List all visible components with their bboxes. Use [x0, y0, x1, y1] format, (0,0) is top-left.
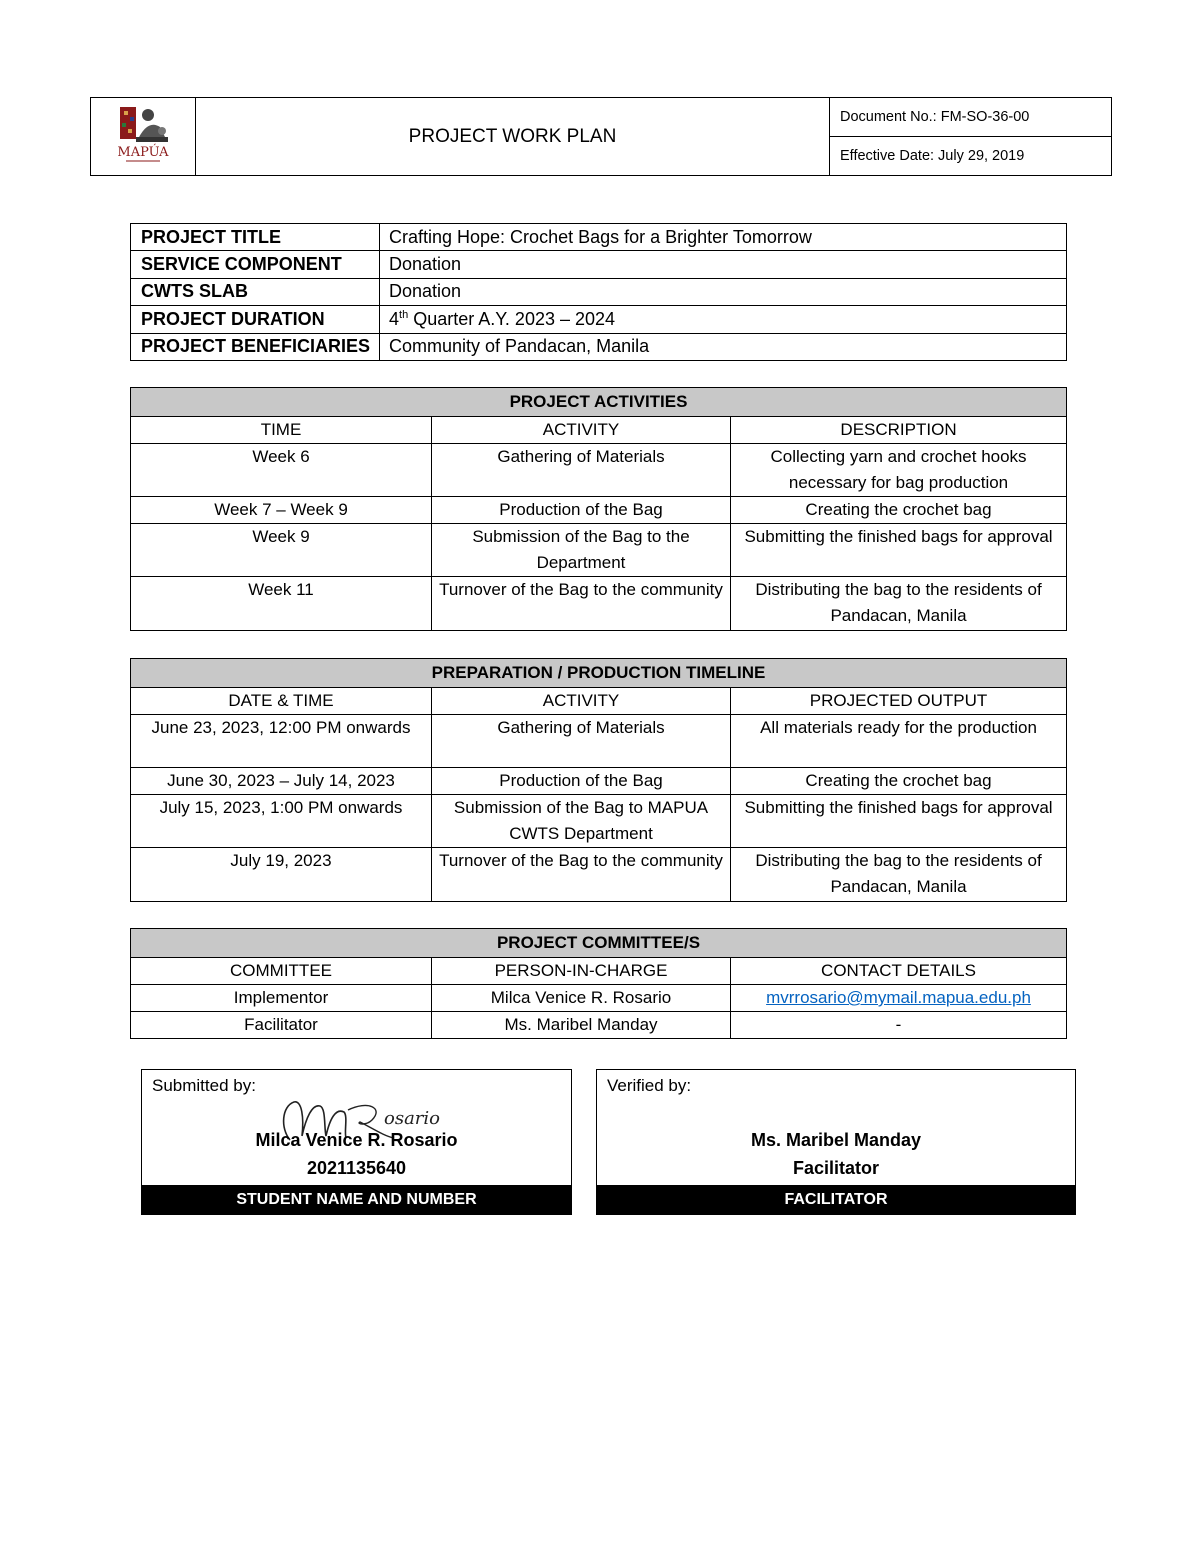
duration-suffix: th	[399, 308, 409, 321]
info-value	[380, 306, 1067, 333]
table-cell: Submitting the finished bags for approval	[731, 795, 1067, 848]
committee-table	[130, 928, 1067, 1039]
table-header-row	[131, 958, 1067, 985]
table-cell: Turnover of the Bag to the community	[432, 848, 731, 902]
timeline-table	[130, 658, 1067, 902]
table-cell: Creating the crochet bag	[731, 497, 1067, 524]
timeline-title: PREPARATION / PRODUCTION TIMELINE	[131, 659, 1067, 688]
table-cell: Implementor	[131, 985, 432, 1012]
table-row	[131, 524, 1067, 577]
table-row	[131, 985, 1067, 1012]
table-cell: Turnover of the Bag to the community	[432, 577, 731, 631]
info-key: CWTS SLAB	[131, 278, 380, 305]
table-cell: July 15, 2023, 1:00 PM onwards	[131, 795, 432, 848]
column-header: DESCRIPTION	[731, 417, 1067, 444]
table-cell: Submitting the finished bags for approval	[731, 524, 1067, 577]
column-header: TIME	[131, 417, 432, 444]
table-row	[131, 444, 1067, 497]
submitted-by-box	[141, 1069, 572, 1215]
info-row	[131, 306, 1067, 333]
logo-cell	[91, 98, 196, 176]
table-row	[131, 768, 1067, 795]
table-cell: Week 6	[131, 444, 432, 497]
table-cell: July 19, 2023	[131, 848, 432, 902]
mapua-logo	[108, 101, 178, 167]
column-header: DATE & TIME	[131, 688, 432, 715]
table-cell: Creating the crochet bag	[731, 768, 1067, 795]
table-cell: Gathering of Materials	[432, 715, 731, 768]
table-cell: Facilitator	[131, 1012, 432, 1039]
page-title: PROJECT WORK PLAN	[196, 98, 830, 176]
duration-number: 4	[389, 308, 400, 329]
verified-by-label: Verified by:	[607, 1076, 692, 1095]
facilitator-bar: FACILITATOR	[597, 1185, 1075, 1214]
table-cell: Milca Venice R. Rosario	[432, 985, 731, 1012]
table-cell: -	[731, 1012, 1067, 1039]
table-cell: Production of the Bag	[432, 497, 731, 524]
info-row	[131, 251, 1067, 278]
column-header: ACTIVITY	[432, 688, 731, 715]
info-value: Community of Pandacan, Manila	[380, 333, 1067, 360]
table-row	[131, 577, 1067, 631]
table-cell: Collecting yarn and crochet hooks necessary for bag production	[731, 444, 1067, 497]
table-cell: Ms. Maribel Manday	[432, 1012, 731, 1039]
info-key: SERVICE COMPONENT	[131, 251, 380, 278]
table-row	[131, 848, 1067, 902]
table-cell: Submission of the Bag to the Department	[432, 524, 731, 577]
student-number: 2021135640	[306, 1158, 407, 1178]
info-row	[131, 224, 1067, 251]
duration-rest: Quarter A.Y. 2023 – 2024	[408, 308, 616, 329]
committee-title: PROJECT COMMITTEE/S	[131, 929, 1067, 958]
info-row	[131, 333, 1067, 360]
table-cell: All materials ready for the production	[731, 715, 1067, 768]
column-header: PROJECTED OUTPUT	[731, 688, 1067, 715]
table-cell: Week 11	[131, 577, 432, 631]
table-row	[131, 715, 1067, 768]
svg-text:osario: osario	[384, 1108, 441, 1129]
logo-text: MAPÚA	[117, 145, 169, 160]
table-cell: Distributing the bag to the residents of Pandacan, Manila	[731, 848, 1067, 902]
student-bar: STUDENT NAME AND NUMBER	[142, 1185, 571, 1214]
verifier-name: Ms. Maribel Manday	[750, 1130, 922, 1150]
info-value: Crafting Hope: Crochet Bags for a Brighter Tomorrow	[380, 224, 1067, 251]
submitted-by-label: Submitted by:	[152, 1076, 256, 1095]
verifier-role: Facilitator	[792, 1158, 880, 1178]
table-header-row	[131, 417, 1067, 444]
info-key: PROJECT BENEFICIARIES	[131, 333, 380, 360]
effective-date: Effective Date: July 29, 2019	[830, 137, 1112, 176]
info-row	[131, 278, 1067, 305]
info-key: PROJECT TITLE	[131, 224, 380, 251]
activities-title: PROJECT ACTIVITIES	[131, 388, 1067, 417]
verified-by-box	[596, 1069, 1076, 1215]
info-value: Donation	[380, 251, 1067, 278]
info-value: Donation	[380, 278, 1067, 305]
submitter-name: Milca Venice R. Rosario	[255, 1130, 458, 1150]
table-header-row	[131, 688, 1067, 715]
column-header: COMMITTEE	[131, 958, 432, 985]
table-cell: June 23, 2023, 12:00 PM onwards	[131, 715, 432, 768]
email-link[interactable]: mvrrosario@mymail.mapua.edu.ph	[731, 985, 1067, 1012]
column-header: ACTIVITY	[432, 417, 731, 444]
table-row	[131, 497, 1067, 524]
table-cell: Distributing the bag to the residents of Pandacan, Manila	[731, 577, 1067, 631]
table-cell: Submission of the Bag to MAPUA CWTS Department	[432, 795, 731, 848]
column-header: CONTACT DETAILS	[731, 958, 1067, 985]
info-key: PROJECT DURATION	[131, 306, 380, 333]
table-cell: Production of the Bag	[432, 768, 731, 795]
table-row	[131, 795, 1067, 848]
activities-table	[130, 387, 1067, 631]
table-cell: Week 9	[131, 524, 432, 577]
table-cell: Week 7 – Week 9	[131, 497, 432, 524]
project-info-table	[130, 223, 1067, 361]
table-row	[131, 1012, 1067, 1039]
document-number: Document No.: FM-SO-36-00	[830, 98, 1112, 137]
column-header: PERSON-IN-CHARGE	[432, 958, 731, 985]
document-header	[90, 97, 1112, 176]
table-cell: June 30, 2023 – July 14, 2023	[131, 768, 432, 795]
table-cell: Gathering of Materials	[432, 444, 731, 497]
